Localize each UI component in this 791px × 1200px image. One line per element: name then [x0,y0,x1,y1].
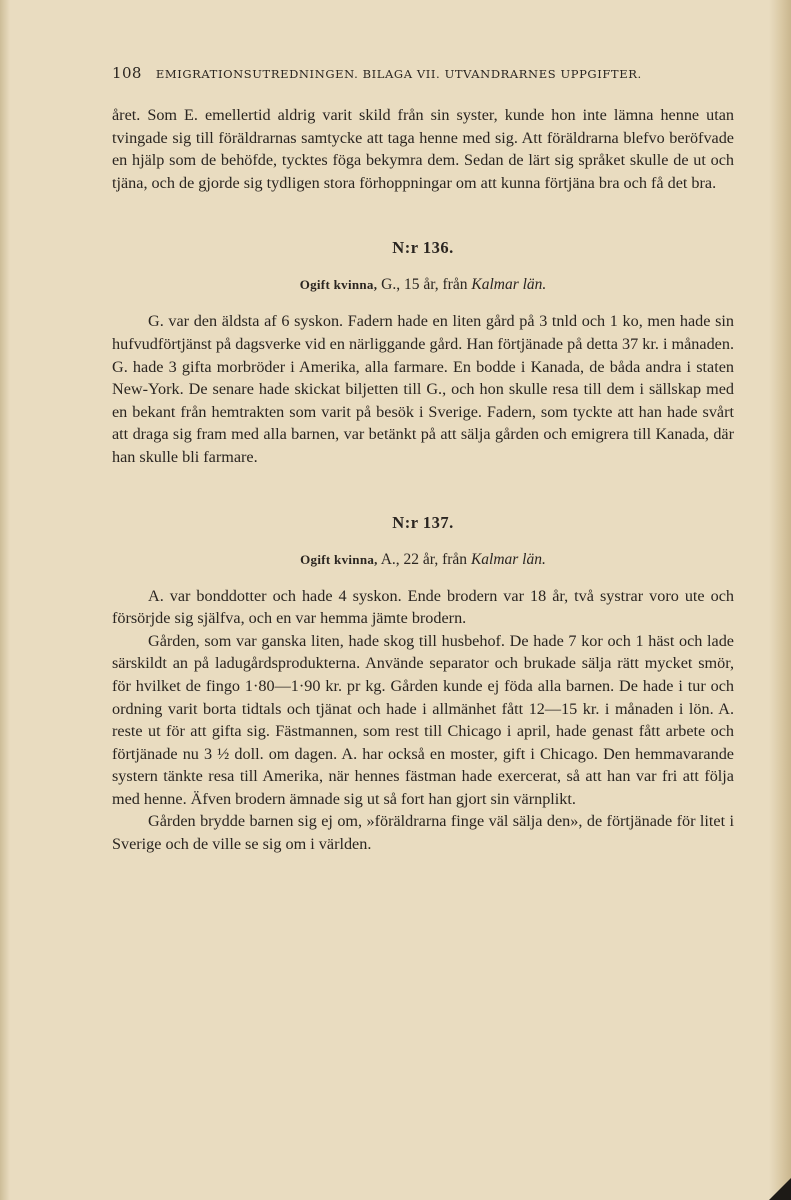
entry-number-136: N:r 136. [392,238,454,258]
page-edge-left [0,0,10,1200]
entry-number-137: N:r 137. [392,512,454,532]
page-number: 108 [112,64,142,82]
entry-lead: Ogift kvinna, [299,277,378,293]
entry-subheading-136 [112,276,734,294]
page-edge-right [769,0,791,1200]
page-content [112,64,734,856]
entry-paragraph: Gården, som var ganska liten, hade skog till husbehof. De hade 7 kor och 1 häst och lade särskildt an på ladugårdsprodukterna. Använde separator och brukade sälja rätt mycket smör, för hvilket de fingo 1·80—1·90 kr. pr kg. Gården kunde ej föda alla barnen. De hade i tur och ordning varit borta tidtals och tjänat och hade i allmänhet fått 12—15 kr. i månaden i lön. A. reste ut för att gifta sig. Fästmannen, som rest till Chicago i april, hade genast fått arbete och förtjänade nu 3 ½ doll. om dagen. A. har också en moster, gift i Chicago. Den hemmavarande systern tänkte resa till Amerika, när hennes fästman hade exercerat, så att han var fri att följa med henne. Äfven brodern ämnade sig ut så fort han gjort sin värnplikt. [112,631,734,808]
running-head [112,64,734,86]
entry-lead: Ogift kvinna, [300,551,378,567]
entry-county: Kalmar län. [471,276,547,294]
entry-paragraph: G. var den äldsta af 6 syskon. Fadern hade en liten gård på 3 tnld och 1 ko, men hade sin hufvudförtjänst på dagsverke vid en närliggande gård. Han förtjänade på detta 37 kr. i månaden. G. hade 3 gifta morbröder i Amerika, alla farmare. En bodde i Kanada, de båda andra i staten New-York. De senare hade skickat biljetten till G., och hon skulle resa till dem i sällskap med en bekant från hemtrakten som varit på besök i Sverige. Fadern, som tyckte att han hade svårt att draga sig fram med alla barnen, var betänkt på att sälja gården och emigrera till Kanada, där han skulle bli farmare. [112,312,734,466]
continued-paragraph: året. Som E. emellertid aldrig varit skild från sin syster, kunde hon inte lämna henne utan tvingade sig till föräldrarnas samtycke att taga henne med sig. Att föräldrarna blefvo beröfvade en hjälp som de behöfde, tycktes föga bekymra dem. Sedan de lärt sig språket skulle de ut och tjäna, och de gjorde sig tydligen stora förhoppningar om att kunna förtjäna bra och få det bra. [112,106,734,192]
entry-subheading-137 [112,551,734,569]
running-title: EMIGRATIONSUTREDNINGEN. BILAGA VII. UTVANDRARNES UPPGIFTER. [155,67,642,81]
entry-details: G., 15 år, från [377,276,472,294]
entry-paragraph: Gården brydde barnen sig ej om, »föräldrarna finge väl sälja den», de förtjänade för litet i Sverige och de ville se sig om i världen. [112,812,734,854]
entry-paragraph: A. var bonddotter och hade 4 syskon. Ende brodern var 18 år, två systrar voro ute och försörjde sig själfva, och en var hemma jämte brodern. [112,586,734,628]
entry-details: A., 22 år, från [377,550,471,568]
entry-county: Kalmar län. [470,550,546,568]
page-corner [769,1178,791,1200]
